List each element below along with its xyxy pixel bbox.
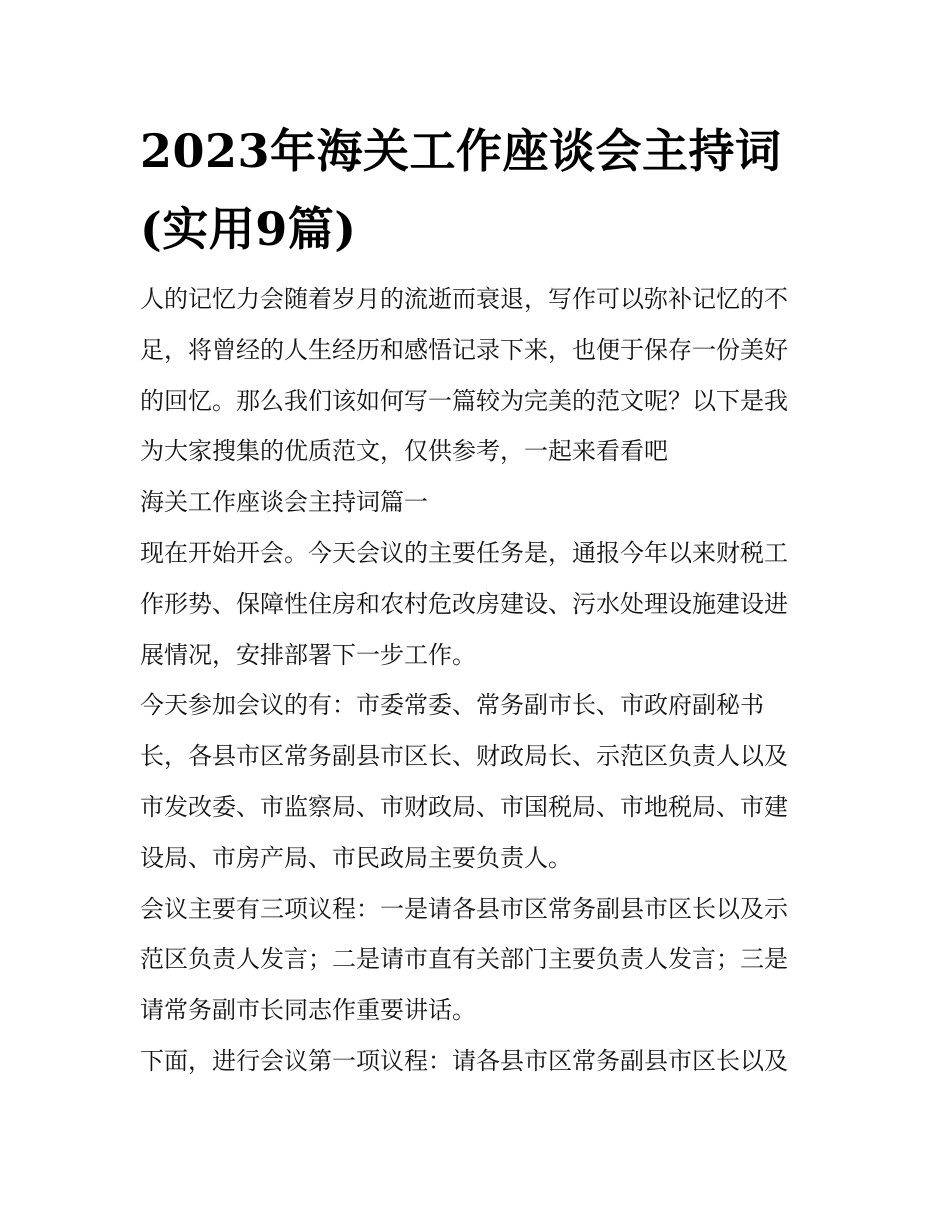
paragraph-line: 现在开始开会。今天会议的主要任务是，通报今年以来财税工 <box>140 538 788 567</box>
document-title <box>140 112 820 268</box>
document-body <box>140 274 830 1087</box>
intro-line-2: 足，将曾经的人生经历和感悟记录下来，也便于保存一份美好 <box>140 335 788 364</box>
section-heading: 海关工作座谈会主持词篇一 <box>140 488 428 517</box>
paragraph-line: 范区负责人发言；二是请市直有关部门主要负责人发言；三是 <box>140 945 788 974</box>
paragraph-line: 会议主要有三项议程：一是请各县市区常务副县市区长以及示 <box>140 894 788 923</box>
paragraph-line: 设局、市房产局、市民政局主要负责人。 <box>140 843 572 872</box>
title-line-2: (实用9篇) <box>140 202 357 256</box>
title-line-1: 2023年海关工作座谈会主持词 <box>140 124 782 178</box>
paragraph-line: 请常务副市长同志作重要讲话。 <box>140 996 476 1025</box>
paragraph-line: 下面，进行会议第一项议程：请各县市区常务副县市区长以及 <box>140 1046 788 1075</box>
intro-line-1: 人的记忆力会随着岁月的流逝而衰退，写作可以弥补记忆的不 <box>140 285 788 313</box>
intro-line-4: 为大家搜集的优质范文，仅供参考，一起来看看吧 <box>140 437 668 466</box>
paragraph-line: 市发改委、市监察局、市财政局、市国税局、市地税局、市建 <box>140 792 788 821</box>
paragraph-line: 作形势、保障性住房和农村危改房建设、污水处理设施建设进 <box>140 589 788 618</box>
paragraph-line: 今天参加会议的有：市委常委、常务副市长、市政府副秘书 <box>140 691 764 720</box>
paragraph-line: 长，各县市区常务副县市区长、财政局长、示范区负责人以及 <box>140 742 788 771</box>
intro-line-3: 的回忆。那么我们该如何写一篇较为完美的范文呢？以下是我 <box>140 386 788 415</box>
paragraph-line: 展情况，安排部署下一步工作。 <box>140 640 476 669</box>
